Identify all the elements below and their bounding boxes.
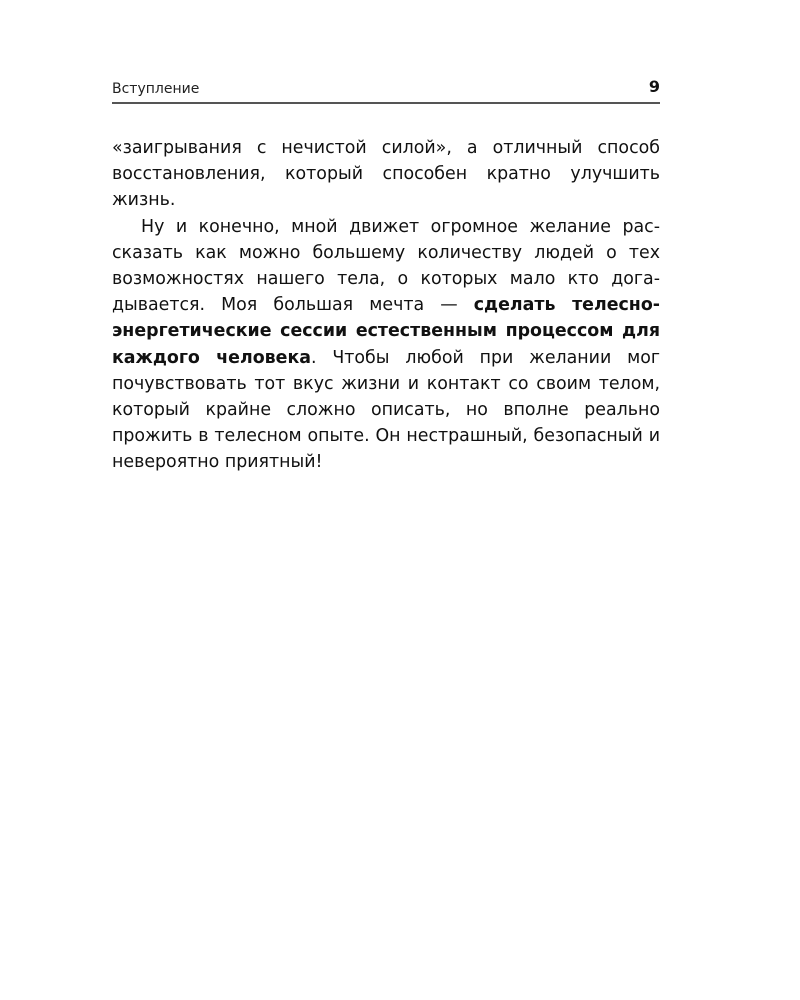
paragraph-2-text-start: Ну и конечно, мной движет огромное желание рассказать как можно большему количеству людей о тех возможностях нашего тела, о которых мало кто догадывается. Моя большая мечта — (112, 216, 660, 316)
running-header (112, 76, 660, 104)
paragraph-2 (112, 214, 660, 476)
paragraph-1-text: «заигрывания с нечистой силой», а отличный способ восстановления, который способен кратно улучшить жизнь. (112, 138, 660, 211)
paragraph-2-bold-phrase: сделать телесно-энергетические сессии естественным процессом для каждого человека (112, 295, 660, 368)
section-title: Вступление (112, 81, 200, 97)
paragraph-1 (112, 135, 660, 214)
paragraph-2-text-end: . Чтобы любой при желании мог почувствовать тот вкус жизни и контакт со своим телом, который крайне сложно описать, но вполне реально прожить в телесном опыте. Он нестрашный, безопасный и невероятно приятный! (112, 347, 660, 473)
page-number: 9 (648, 77, 660, 96)
body-text (112, 135, 660, 476)
